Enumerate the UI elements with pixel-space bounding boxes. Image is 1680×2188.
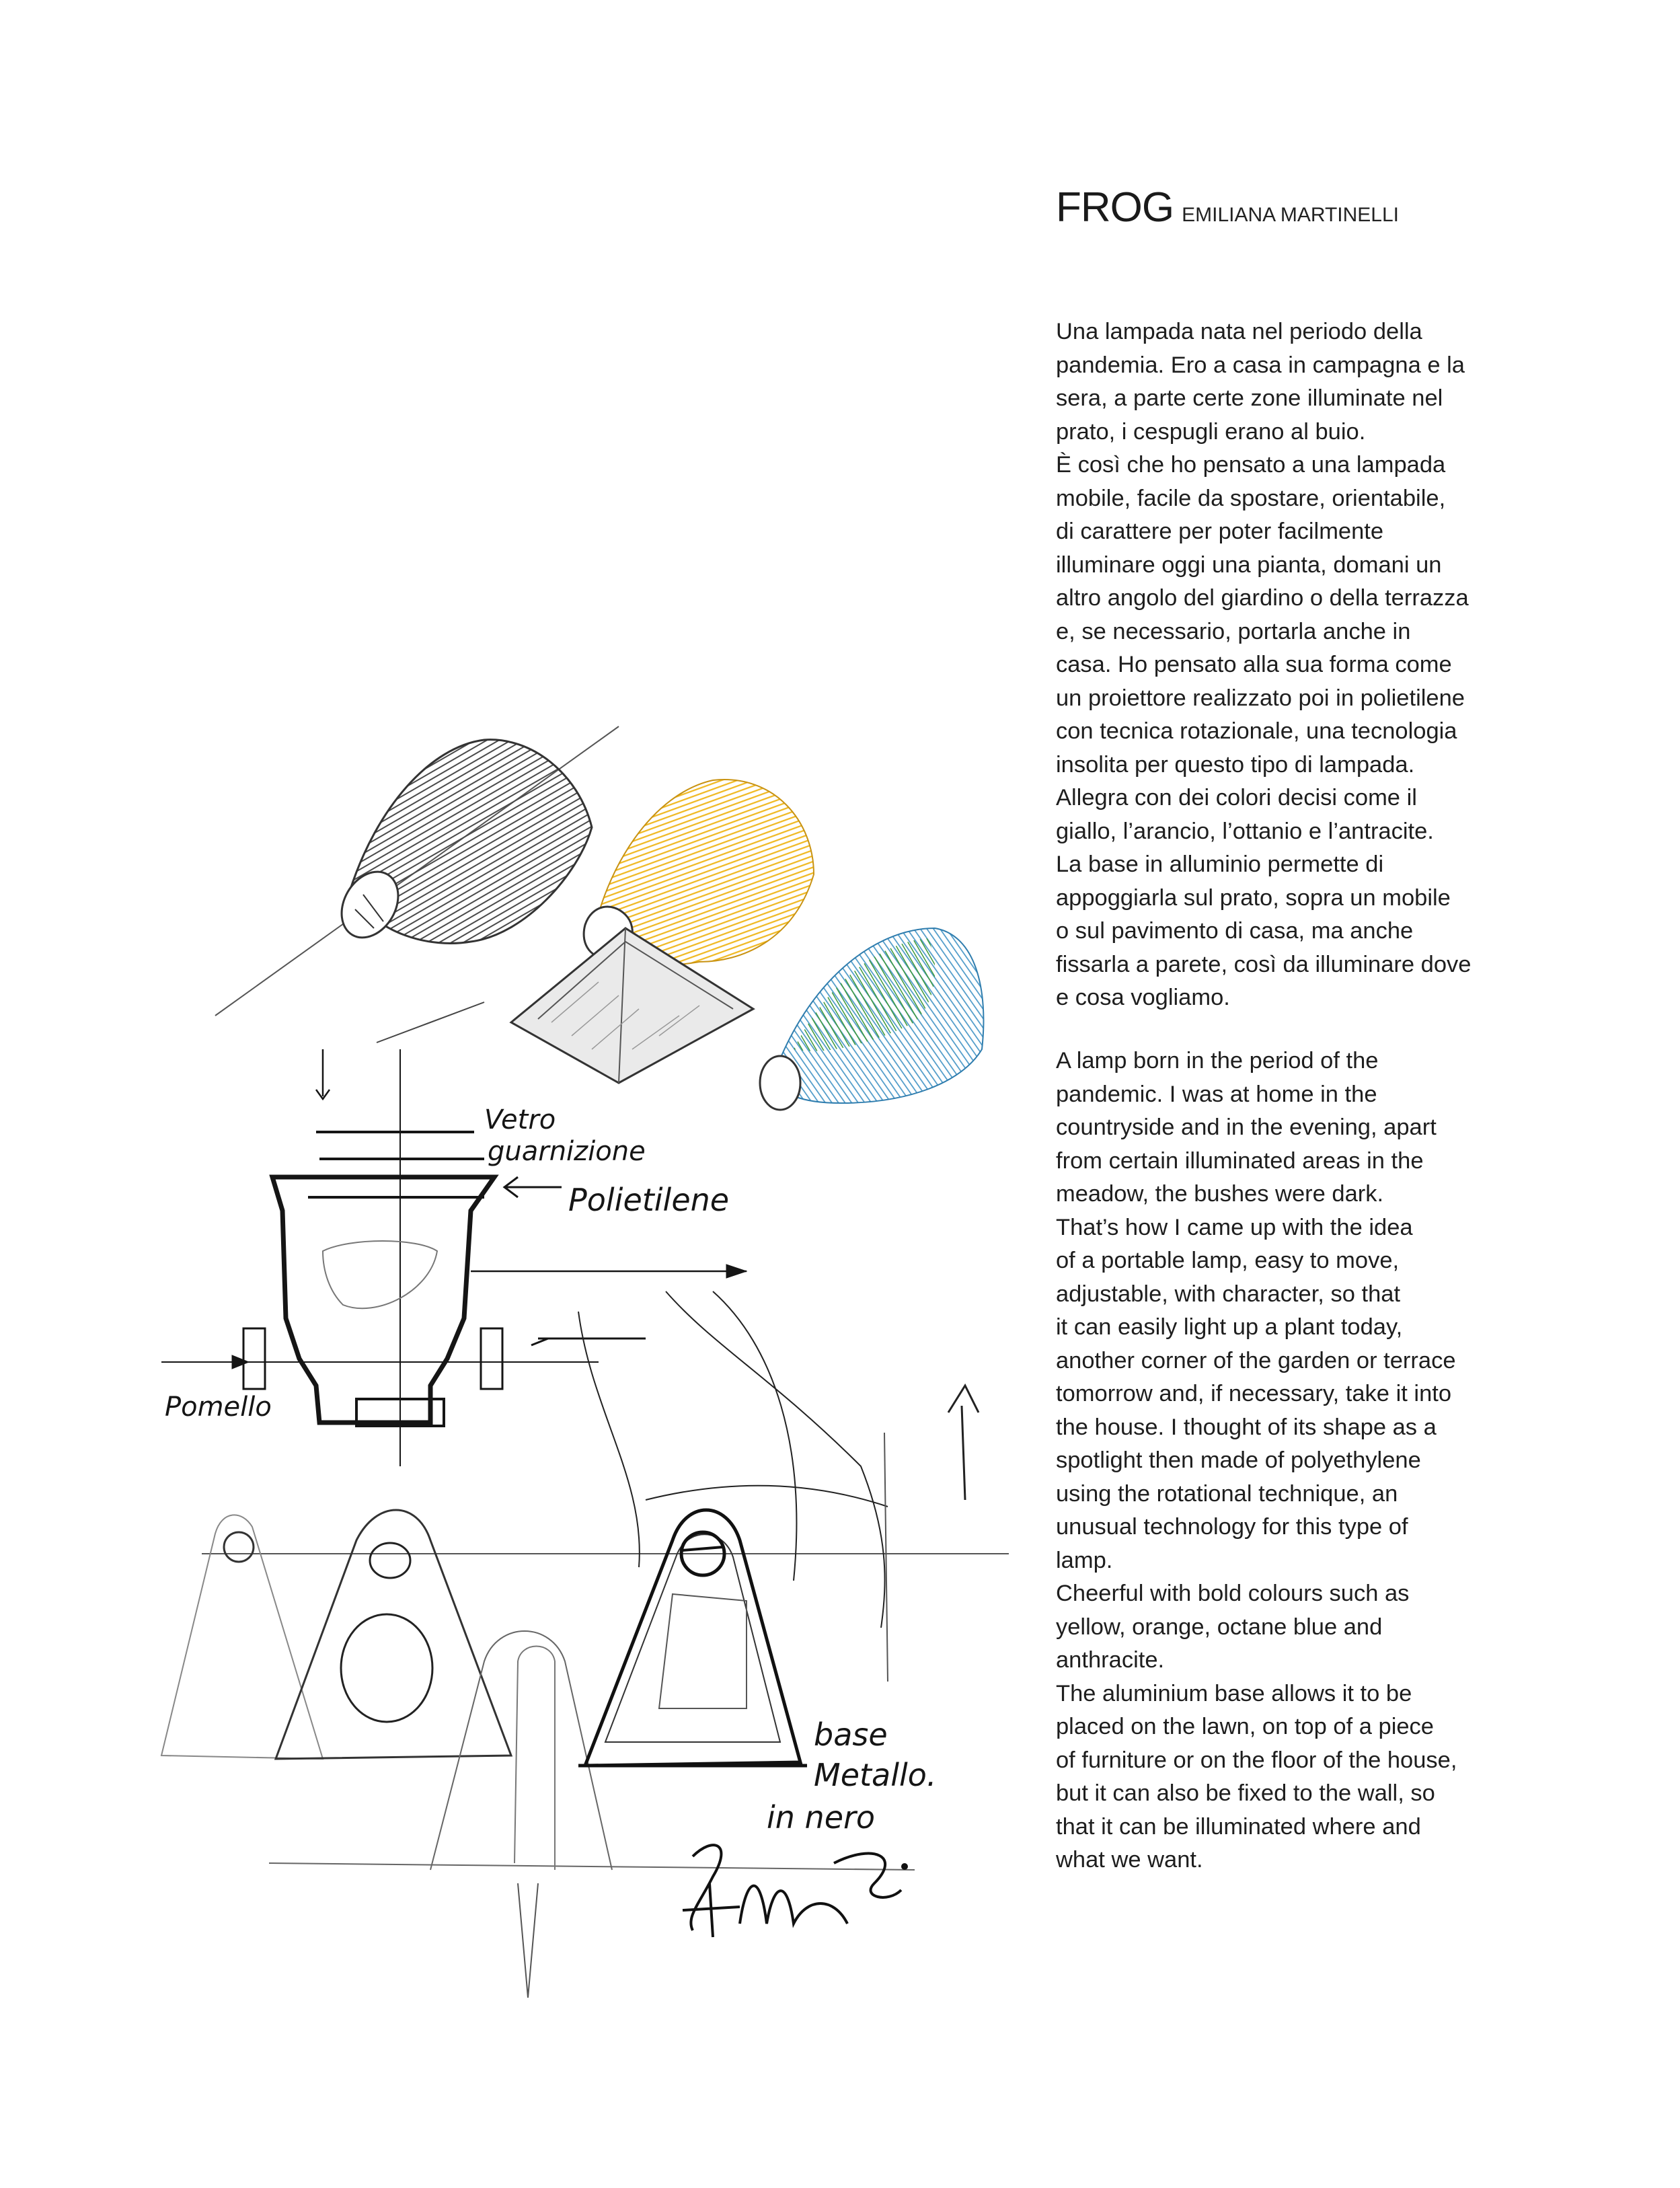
english-text-line: adjustable, with character, so that — [1056, 1281, 1401, 1307]
italian-text-line: e cosa vogliamo. — [1056, 985, 1230, 1010]
italian-text-line: appoggiarla sul prato, sopra un mobile — [1056, 884, 1451, 911]
italian-text-line: con tecnica rotazionale, una tecnologia — [1056, 718, 1457, 744]
english-text-line: anthracite. — [1056, 1647, 1165, 1673]
english-text-line: countryside and in the evening, apart — [1056, 1115, 1437, 1140]
label-vetro: Vetro — [484, 1104, 556, 1135]
english-text-line: That’s how I came up with the idea — [1056, 1214, 1413, 1240]
english-text-line: Cheerful with bold colours such as — [1056, 1581, 1410, 1606]
english-text-line: lamp. — [1056, 1547, 1113, 1573]
english-text-line: A lamp born in the period of the — [1056, 1048, 1379, 1073]
designer-signature — [683, 1845, 907, 1937]
english-text-line: yellow, orange, octane blue and — [1056, 1614, 1383, 1640]
english-text-line: placed on the lawn, on top of a piece — [1056, 1714, 1434, 1739]
italian-text-line: È così che ho pensato a una lampada — [1056, 452, 1446, 478]
english-text-line: another corner of the garden or terrace — [1056, 1347, 1456, 1373]
english-text-line: what we want. — [1056, 1847, 1203, 1873]
english-text-line: using the rotational technique, an — [1056, 1480, 1398, 1507]
product-name: FROG — [1056, 184, 1174, 231]
italian-text-line: casa. Ho pensato alla sua forma come — [1056, 652, 1452, 677]
italian-text-line: altro angolo del giardino o della terrazza — [1056, 585, 1469, 611]
italian-text-line: Una lampada nata nel periodo della — [1056, 319, 1422, 344]
page-title — [1056, 184, 1399, 231]
english-text-line: from certain illuminated areas in the — [1056, 1147, 1424, 1174]
english-text-line: it can easily light up a plant today, — [1056, 1314, 1403, 1340]
italian-text-line: e, se necessario, portarla anche in — [1056, 618, 1411, 644]
italian-text-line: o sul pavimento di casa, ma anche — [1056, 918, 1414, 944]
label-polietilene: Polietilene — [568, 1182, 730, 1218]
english-text-line: pandemic. I was at home in the — [1056, 1081, 1377, 1107]
english-text-line: but it can also be fixed to the wall, so — [1056, 1780, 1435, 1806]
english-text-line: that it can be illuminated where and — [1056, 1813, 1421, 1840]
elevation-sketches — [161, 1291, 1009, 1998]
designer-name: EMILIANA MARTINELLI — [1182, 204, 1399, 226]
english-text-line: tomorrow and, if necessary, take it into — [1056, 1381, 1452, 1406]
english-text-line: unusual technology for this type of — [1056, 1514, 1408, 1540]
label-pomello: Pomello — [165, 1392, 272, 1423]
english-text-line: of a portable lamp, easy to move, — [1056, 1248, 1400, 1273]
blue-lamp-sketch — [760, 928, 983, 1110]
italian-text-line: Allegra con dei colori decisi come il — [1056, 785, 1417, 810]
italian-text-line: pandemia. Ero a casa in campagna e la — [1056, 352, 1465, 378]
label-metallo: Metallo. — [814, 1757, 937, 1793]
gray-lamp-sketch — [215, 726, 619, 1016]
label-guarnizione: guarnizione — [488, 1136, 646, 1167]
italian-text-line: fissarla a parete, così da illuminare dove — [1056, 951, 1472, 977]
english-text-line: spotlight then made of polyethylene — [1056, 1447, 1421, 1473]
italian-text-line: La base in alluminio permette di — [1056, 852, 1384, 877]
italian-text-line: illuminare oggi una pianta, domani un — [1056, 552, 1442, 578]
english-text-line: meadow, the bushes were dark. — [1056, 1181, 1384, 1207]
italian-description — [1056, 315, 1540, 1015]
italian-text-line: sera, a parte certe zone illuminate nel — [1056, 385, 1443, 411]
italian-text-line: mobile, facile da spostare, orientabile, — [1056, 485, 1446, 511]
english-text-line: of furniture or on the floor of the house, — [1056, 1747, 1457, 1773]
label-base: base — [814, 1717, 888, 1753]
english-text-line: the house. I thought of its shape as a — [1056, 1414, 1437, 1440]
label-in-nero: in nero — [767, 1799, 876, 1836]
italian-text-line: un proiettore realizzato poi in polietilene — [1056, 685, 1465, 711]
english-description — [1056, 1045, 1540, 1877]
italian-text-line: giallo, l’arancio, l’ottanio e l’antracite. — [1056, 818, 1434, 844]
italian-text-line: prato, i cespugli erano al buio. — [1056, 418, 1366, 445]
italian-text-line: insolita per questo tipo di lampada. — [1056, 751, 1415, 778]
english-text-line: The aluminium base allows it to be — [1056, 1680, 1412, 1706]
italian-text-line: di carattere per poter facilmente — [1056, 519, 1384, 544]
